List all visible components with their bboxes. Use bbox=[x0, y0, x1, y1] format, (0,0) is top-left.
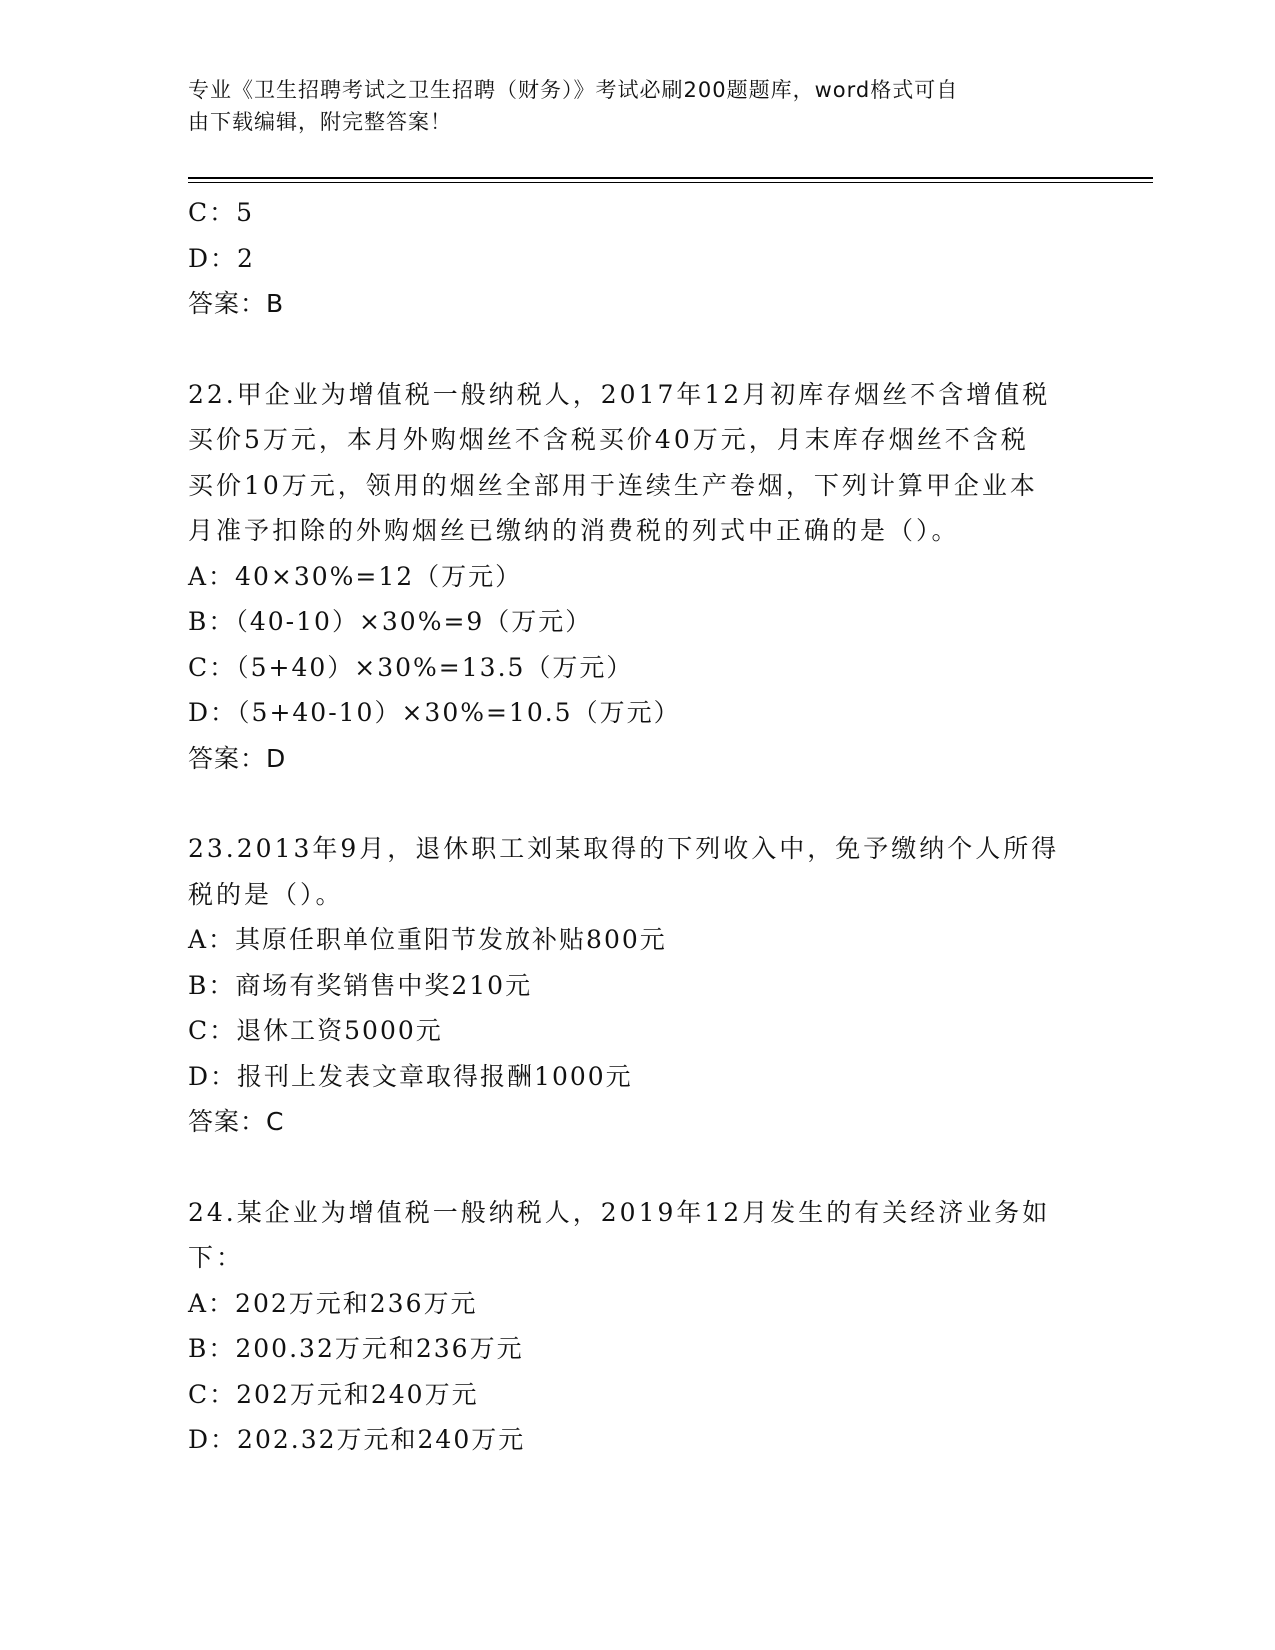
question-spacer bbox=[188, 1145, 1088, 1190]
page-header bbox=[188, 74, 1068, 138]
question-stem-line: 24.某企业为增值税一般纳税人，2019年12月发生的有关经济业务如 bbox=[188, 1197, 1051, 1227]
question-stem-line: 下： bbox=[188, 1243, 245, 1272]
question-stem bbox=[188, 826, 1068, 917]
option-d: D：202.32万元和240万元 bbox=[188, 1425, 526, 1454]
header-line-2: 由下载编辑，附完整答案！ bbox=[188, 110, 452, 134]
option-c: C：退休工资5000元 bbox=[188, 1016, 443, 1045]
question-stem-line: 买价5万元，本月外购烟丝不含税买价40万元，月末库存烟丝不含税 bbox=[188, 425, 1029, 454]
header-line-1: 专业《卫生招聘考试之卫生招聘（财务）》考试必刷200题题库，word格式可自 bbox=[188, 78, 959, 102]
option-c: C：（5+40）×30%=13.5（万元） bbox=[188, 652, 634, 682]
option-a: A：202万元和236万元 bbox=[188, 1288, 478, 1318]
question-stem-line: 月准予扣除的外购烟丝已缴纳的消费税的列式中正确的是（）。 bbox=[188, 516, 960, 545]
question-stem-line: 23.2013年9月，退休职工刘某取得的下列收入中，免予缴纳个人所得 bbox=[188, 834, 1060, 863]
question-spacer bbox=[188, 781, 1088, 826]
header-divider-thick bbox=[188, 177, 1153, 179]
question-24 bbox=[188, 1190, 1088, 1463]
option-b: B：商场有奖销售中奖210元 bbox=[188, 970, 533, 1000]
option-d: D：报刊上发表文章取得报酬1000元 bbox=[188, 1061, 633, 1091]
question-21-tail bbox=[188, 190, 1088, 327]
answer-line: 答案：C bbox=[188, 1107, 285, 1136]
option-c: C：202万元和240万元 bbox=[188, 1379, 479, 1409]
option-a: A：其原任职单位重阳节发放补贴800元 bbox=[188, 925, 667, 954]
question-stem-line: 22.甲企业为增值税一般纳税人，2017年12月初库存烟丝不含增值税 bbox=[188, 379, 1051, 409]
question-spacer bbox=[188, 327, 1088, 372]
answer-line: 答案：D bbox=[188, 743, 287, 773]
question-stem bbox=[188, 372, 1068, 554]
option-d: D：2 bbox=[188, 243, 255, 273]
option-b: B：（40-10）×30%=9（万元） bbox=[188, 607, 593, 636]
option-b: B：200.32万元和236万元 bbox=[188, 1334, 524, 1363]
question-stem-line: 税的是（）。 bbox=[188, 879, 344, 909]
question-22 bbox=[188, 372, 1088, 782]
question-stem-line: 买价10万元，领用的烟丝全部用于连续生产卷烟，下列计算甲企业本 bbox=[188, 470, 1038, 500]
question-stem bbox=[188, 1190, 1068, 1281]
header-divider-thin bbox=[188, 182, 1153, 183]
question-23 bbox=[188, 826, 1088, 1145]
question-content bbox=[188, 190, 1088, 1463]
option-a: A：40×30%=12（万元） bbox=[188, 561, 523, 591]
option-d: D：（5+40-10）×30%=10.5（万元） bbox=[188, 698, 681, 727]
answer-line: 答案：B bbox=[188, 289, 285, 318]
option-c: C：5 bbox=[188, 198, 255, 227]
